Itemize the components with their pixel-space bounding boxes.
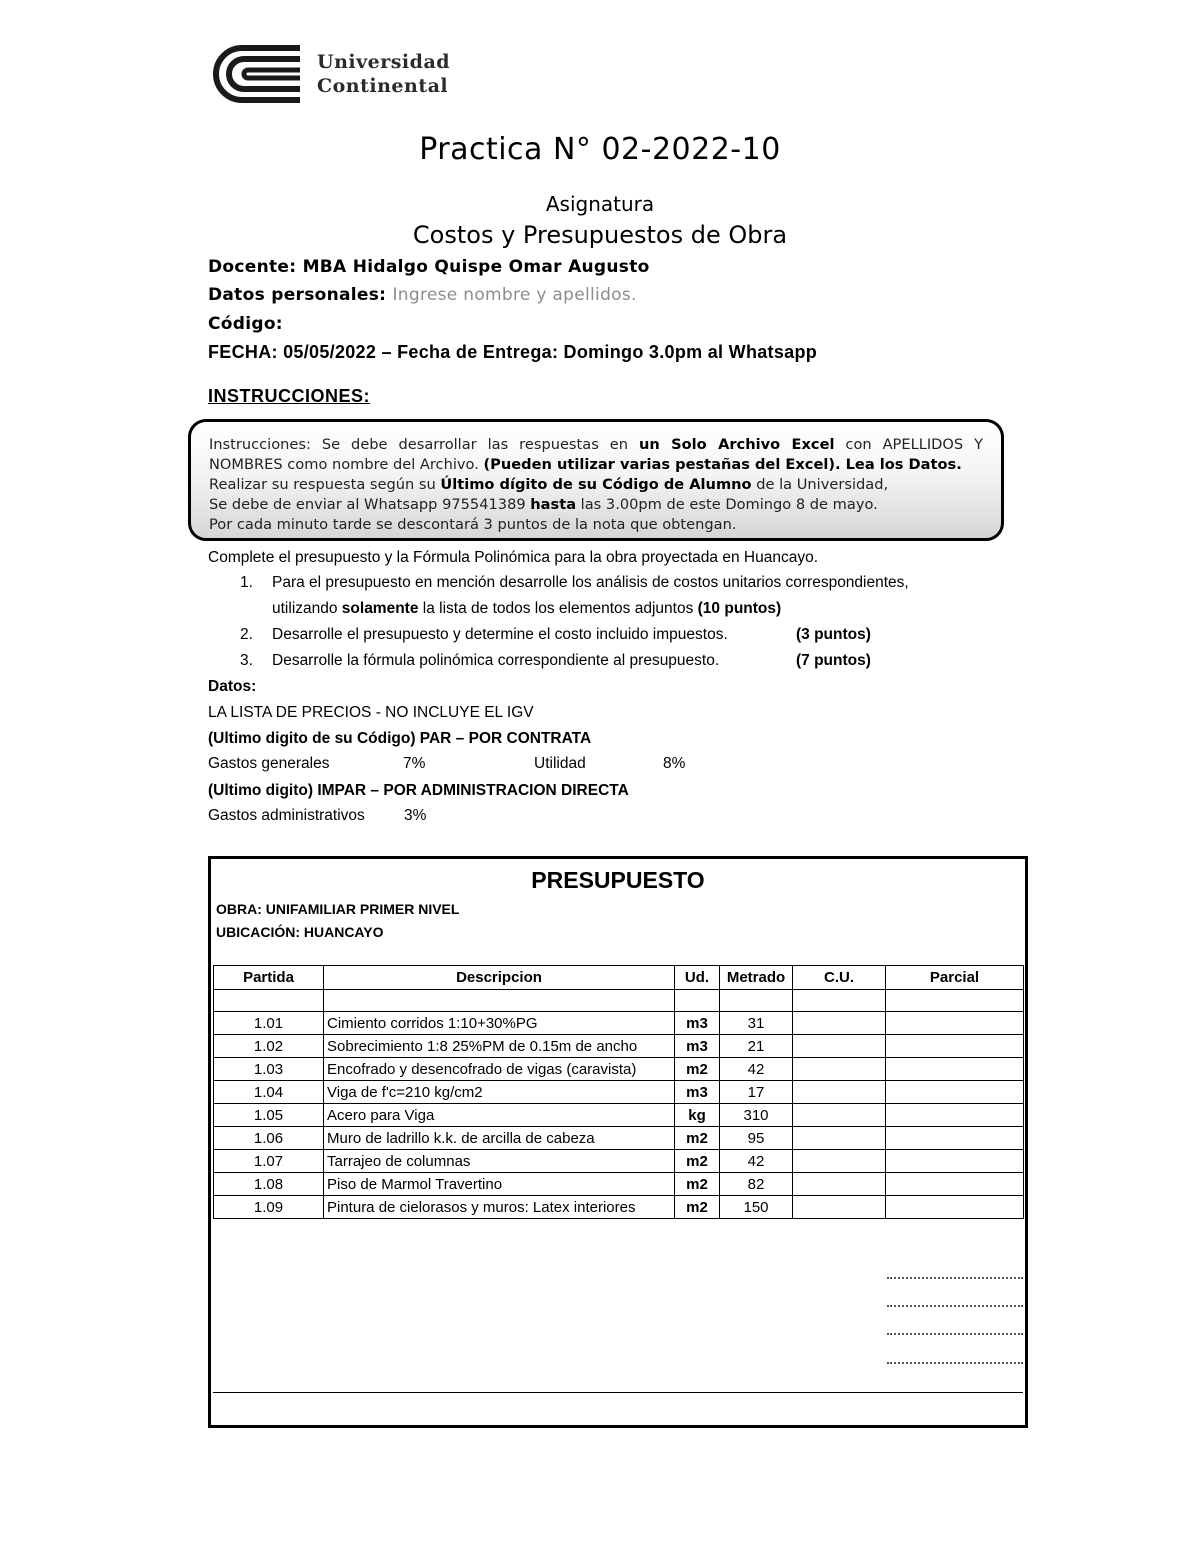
instructions-line-4 xyxy=(209,495,983,515)
task-item-1-continued xyxy=(272,600,781,618)
student-code-label: Código: xyxy=(208,314,283,334)
metrado-cell: 42 xyxy=(720,1150,793,1173)
unit-cost-cell[interactable] xyxy=(793,1081,886,1104)
partida-cell: 1.03 xyxy=(214,1058,324,1081)
partida-cell: 1.02 xyxy=(214,1035,324,1058)
budget-title: PRESUPUESTO xyxy=(531,867,705,893)
unit-cost-cell[interactable] xyxy=(793,1173,886,1196)
instructions-line-1 xyxy=(209,435,983,455)
instructions-bold: un Solo Archivo Excel xyxy=(638,436,835,453)
parcial-cell[interactable] xyxy=(886,1035,1024,1058)
instructions-bold: Último dígito de su Código de Alumno xyxy=(440,476,752,493)
task-item-3 xyxy=(240,652,871,670)
task-item-number: 3. xyxy=(240,652,253,669)
task-item-text: Para el presupuesto en mención desarrolle los análisis de costos unitarios correspondientes, xyxy=(272,574,909,591)
instructions-heading: INSTRUCCIONES: xyxy=(208,386,371,406)
instructions-line-5: Por cada minuto tarde se descontará 3 puntos de la nota que obtengan. xyxy=(209,516,737,533)
description-cell: Muro de ladrillo k.k. de arcilla de cabeza xyxy=(324,1127,675,1150)
partida-cell: 1.08 xyxy=(214,1173,324,1196)
university-name-line1: Universidad xyxy=(317,51,451,73)
price-note: LA LISTA DE PRECIOS - NO INCLUYE EL IGV xyxy=(208,704,534,721)
unit-cost-cell[interactable] xyxy=(793,1127,886,1150)
table-row xyxy=(214,1058,1024,1081)
data-label: Datos: xyxy=(208,678,257,695)
instructions-text: Se debe de enviar al Whatsapp 975541389 xyxy=(209,496,531,513)
description-cell: Acero para Viga xyxy=(324,1104,675,1127)
task-item-text: Desarrolle el presupuesto y determine el costo incluido impuestos. xyxy=(272,626,728,643)
overhead-line xyxy=(208,755,808,775)
admin-expenses-line xyxy=(208,807,608,827)
personal-data-label: Datos personales: xyxy=(208,285,393,305)
parcial-cell[interactable] xyxy=(886,1127,1024,1150)
admin-expenses-label: Gastos administrativos xyxy=(208,807,365,824)
budget-table xyxy=(208,856,1028,1428)
instructions-text: con APELLIDOS Y xyxy=(834,436,983,453)
table-row-blank xyxy=(214,990,1024,1012)
table-footer-divider xyxy=(213,1392,1023,1393)
header-unit-cost: C.U. xyxy=(793,966,886,990)
task-item-number: 2. xyxy=(240,626,253,643)
subtotal-blank-1[interactable] xyxy=(887,1277,1023,1279)
unit-cell: m2 xyxy=(675,1196,720,1219)
metrado-cell: 42 xyxy=(720,1058,793,1081)
partida-cell: 1.05 xyxy=(214,1104,324,1127)
description-cell: Pintura de cielorasos y muros: Latex interiores xyxy=(324,1196,675,1219)
parcial-cell[interactable] xyxy=(886,1058,1024,1081)
metrado-cell: 95 xyxy=(720,1127,793,1150)
instructions-text: las 3.00pm de este Domingo 8 de mayo. xyxy=(576,496,878,513)
subtotal-blank-4[interactable] xyxy=(887,1362,1023,1364)
teacher-label: Docente: xyxy=(208,257,303,277)
parcial-cell[interactable] xyxy=(886,1196,1024,1219)
task-item-1 xyxy=(240,574,909,592)
cell[interactable] xyxy=(675,990,720,1012)
task-description: Complete el presupuesto y la Fórmula Polinómica para la obra proyectada en Huancayo. xyxy=(208,549,819,566)
date-line: FECHA: 05/05/2022 – Fecha de Entrega: Domingo 3.0pm al Whatsapp xyxy=(208,342,818,362)
instructions-text: NOMBRES como nombre del Archivo. xyxy=(209,456,484,473)
partida-cell: 1.09 xyxy=(214,1196,324,1219)
partida-cell: 1.04 xyxy=(214,1081,324,1104)
table-row xyxy=(214,1150,1024,1173)
cell[interactable] xyxy=(720,990,793,1012)
task-item-text: utilizando xyxy=(272,600,342,617)
unit-cell: m2 xyxy=(675,1173,720,1196)
description-cell: Sobrecimiento 1:8 25%PM de 0.15m de ancho xyxy=(324,1035,675,1058)
parcial-cell[interactable] xyxy=(886,1012,1024,1035)
partida-cell: 1.01 xyxy=(214,1012,324,1035)
task-item-text: Desarrolle la fórmula polinómica correspondiente al presupuesto. xyxy=(272,652,720,669)
subject-name: Costos y Presupuestos de Obra xyxy=(412,221,788,249)
unit-cell: m2 xyxy=(675,1127,720,1150)
instructions-text: Instrucciones: Se debe desarrollar las respuestas en xyxy=(209,436,639,453)
personal-data-line xyxy=(208,285,637,305)
instructions-bold: (Pueden utilizar varias pestañas del Excel). Lea los Datos. xyxy=(483,456,962,473)
parcial-cell[interactable] xyxy=(886,1173,1024,1196)
metrado-cell: 150 xyxy=(720,1196,793,1219)
metrado-cell: 31 xyxy=(720,1012,793,1035)
parcial-cell[interactable] xyxy=(886,1104,1024,1127)
parcial-cell[interactable] xyxy=(886,1150,1024,1173)
partida-cell: 1.06 xyxy=(214,1127,324,1150)
task-item-bold: solamente xyxy=(341,600,419,617)
description-cell: Cimiento corridos 1:10+30%PG xyxy=(324,1012,675,1035)
parcial-cell[interactable] xyxy=(886,1081,1024,1104)
metrado-cell: 21 xyxy=(720,1035,793,1058)
header-unit: Ud. xyxy=(675,966,720,990)
table-row xyxy=(214,1081,1024,1104)
personal-data-field[interactable]: Ingrese nombre y apellidos. xyxy=(392,285,637,305)
instructions-text: de la Universidad, xyxy=(751,476,889,493)
task-item-2 xyxy=(240,626,871,644)
unit-cell: m3 xyxy=(675,1012,720,1035)
instructions-bold: hasta xyxy=(530,496,577,513)
unit-cost-cell[interactable] xyxy=(793,1012,886,1035)
overhead-value: 7% xyxy=(403,755,426,772)
subject-label: Asignatura xyxy=(545,192,655,216)
table-row xyxy=(214,1196,1024,1219)
unit-cell: m2 xyxy=(675,1150,720,1173)
metrado-cell: 82 xyxy=(720,1173,793,1196)
table-row xyxy=(214,1173,1024,1196)
instructions-text: Realizar su respuesta según su xyxy=(209,476,441,493)
unit-cell: m3 xyxy=(675,1035,720,1058)
header-metrado: Metrado xyxy=(720,966,793,990)
description-cell: Piso de Marmol Travertino xyxy=(324,1173,675,1196)
budget-project: OBRA: UNIFAMILIAR PRIMER NIVEL xyxy=(216,901,460,917)
page-title: Practica N° 02-2022-10 xyxy=(419,132,781,167)
instructions-line-3 xyxy=(209,475,983,495)
unit-cell: m2 xyxy=(675,1058,720,1081)
university-logo-icon xyxy=(208,42,308,106)
description-cell: Tarrajeo de columnas xyxy=(324,1150,675,1173)
cell[interactable] xyxy=(886,990,1024,1012)
unit-cost-cell[interactable] xyxy=(793,1196,886,1219)
unit-cell: kg xyxy=(675,1104,720,1127)
task-item-points: (3 puntos) xyxy=(796,626,871,643)
partida-cell: 1.07 xyxy=(214,1150,324,1173)
header-parcial: Parcial xyxy=(886,966,1024,990)
unit-cost-cell[interactable] xyxy=(793,1104,886,1127)
university-name xyxy=(317,50,450,98)
unit-cost-cell[interactable] xyxy=(793,1150,886,1173)
budget-location: UBICACIÓN: HUANCAYO xyxy=(216,924,384,940)
subtotal-blank-2[interactable] xyxy=(887,1305,1023,1307)
description-cell: Encofrado y desencofrado de vigas (caravista) xyxy=(324,1058,675,1081)
instructions-box xyxy=(188,419,1004,541)
cell[interactable] xyxy=(793,990,886,1012)
overhead-label: Gastos generales xyxy=(208,755,330,772)
table-row xyxy=(214,1127,1024,1150)
task-item-points: (7 puntos) xyxy=(796,652,871,669)
task-item-text: la lista de todos los elementos adjuntos xyxy=(418,600,698,617)
header-descripcion: Descripcion xyxy=(324,966,675,990)
description-cell: Viga de f'c=210 kg/cm2 xyxy=(324,1081,675,1104)
odd-digit-note: (Ultimo digito) IMPAR – POR ADMINISTRACION DIRECTA xyxy=(208,782,629,799)
unit-cost-cell[interactable] xyxy=(793,1035,886,1058)
profit-value: 8% xyxy=(663,755,686,772)
subtotal-blank-3[interactable] xyxy=(887,1333,1023,1335)
profit-label: Utilidad xyxy=(534,755,586,772)
teacher-line xyxy=(208,257,650,277)
admin-expenses-value: 3% xyxy=(404,807,427,824)
unit-cost-cell[interactable] xyxy=(793,1058,886,1081)
cell[interactable] xyxy=(324,990,675,1012)
task-item-number: 1. xyxy=(240,574,253,591)
university-name-line2: Continental xyxy=(317,75,449,97)
table-row xyxy=(214,1104,1024,1127)
task-item-points: (10 puntos) xyxy=(697,600,782,617)
teacher-value: MBA Hidalgo Quispe Omar Augusto xyxy=(302,257,650,277)
instructions-line-2 xyxy=(209,455,983,475)
metrado-cell: 310 xyxy=(720,1104,793,1127)
cell[interactable] xyxy=(214,990,324,1012)
even-digit-note: (Ultimo digito de su Código) PAR – POR CONTRATA xyxy=(208,730,592,747)
table-row xyxy=(214,1035,1024,1058)
table-row xyxy=(214,1012,1024,1035)
budget-grid xyxy=(213,965,1024,1219)
unit-cell: m3 xyxy=(675,1081,720,1104)
header-partida: Partida xyxy=(214,966,324,990)
metrado-cell: 17 xyxy=(720,1081,793,1104)
